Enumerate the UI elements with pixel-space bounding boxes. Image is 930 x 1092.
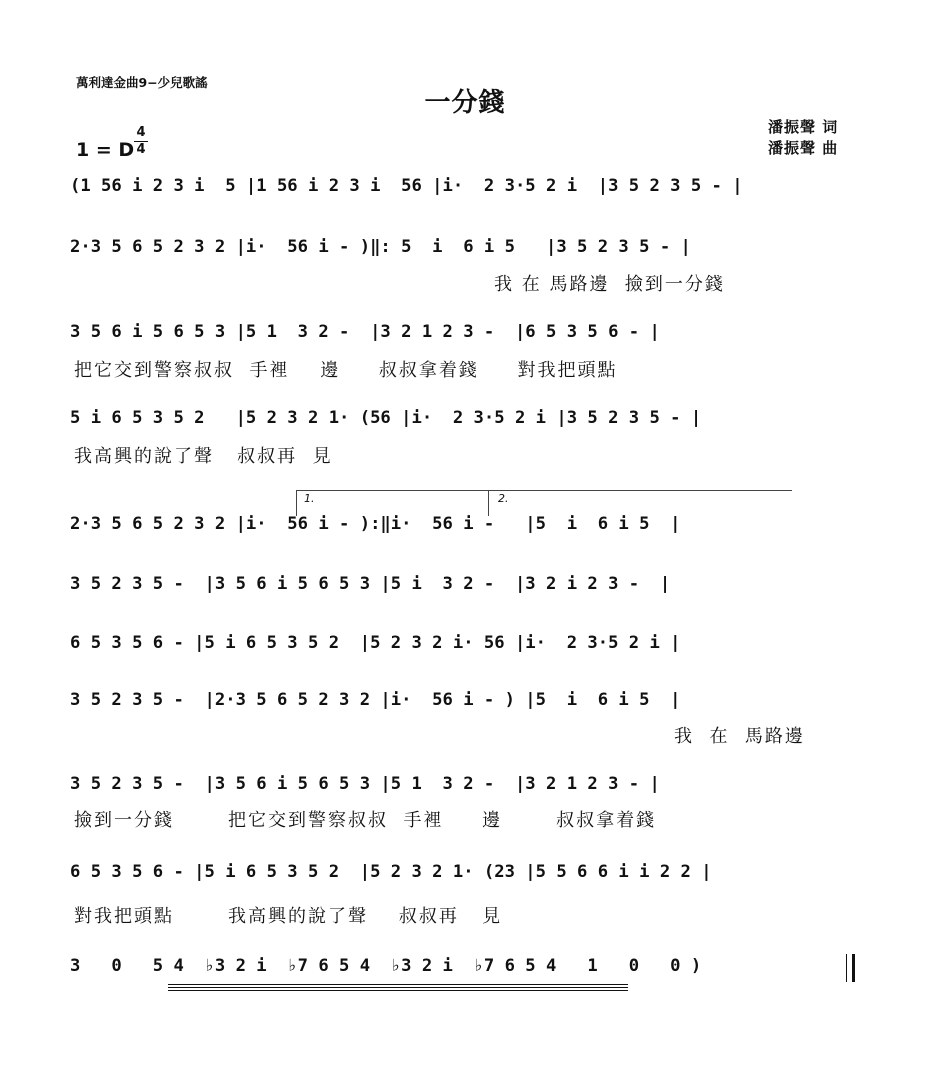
staff-line-2: 2·3 5 6 5 2 3 2 |i· 56 i - )‖: 5 i 6 i 5 |3 5 2 3 5 - |: [70, 237, 691, 257]
staff-line-10: 6 5 3 5 6 - |5 i 6 5 3 5 2 |5 2 3 2 1· (23 |5 5 6 6 i i 2 2 |: [70, 862, 712, 882]
time-signature-top: 4: [136, 125, 146, 140]
lyric-line-4: 我高興的說了聲 叔叔再 見: [74, 446, 333, 467]
staff-line-8: 3 5 2 3 5 - |2·3 5 6 5 2 3 2 |i· 56 i - ) |5 i 6 i 5 |: [70, 690, 681, 710]
lyric-line-8: 我 在 馬路邊: [674, 726, 805, 747]
staff-line-7: 6 5 3 5 6 - |5 i 6 5 3 5 2 |5 2 3 2 i· 56 |i· 2 3·5 2 i |: [70, 633, 681, 653]
volta-bracket-split: [488, 490, 489, 516]
composer-credit: 潘振聲 曲: [768, 139, 839, 157]
time-signature: [131, 126, 151, 157]
coda-beam-2: [168, 987, 628, 988]
lyric-line-10: 對我把頭點 我高興的說了聲 叔叔再 見: [74, 906, 503, 927]
final-barline-thin: [846, 954, 847, 982]
time-signature-bottom: 4: [136, 142, 146, 157]
staff-line-3: 3 5 6 i 5 6 5 3 |5 1 3 2 - |3 2 1 2 3 - |6 5 3 5 6 - |: [70, 322, 660, 342]
staff-line-5: 2·3 5 6 5 2 3 2 |i· 56 i - ):‖i· 56 i - |5 i 6 i 5 |: [70, 514, 681, 534]
staff-line-6: 3 5 2 3 5 - |3 5 6 i 5 6 5 3 |5 i 3 2 - |3 2 i 2 3 - |: [70, 574, 671, 594]
final-barline-thick: [852, 954, 855, 982]
staff-line-4: 5 i 6 5 3 5 2 |5 2 3 2 1· (56 |i· 2 3·5 2 i |3 5 2 3 5 - |: [70, 408, 702, 428]
volta-bracket-start: [296, 490, 297, 516]
staff-line-9: 3 5 2 3 5 - |3 5 6 i 5 6 5 3 |5 1 3 2 - |3 2 1 2 3 - |: [70, 774, 660, 794]
lyricist-credit: 潘振聲 词: [768, 118, 839, 136]
first-ending-label: 1.: [304, 492, 315, 505]
second-ending-label: 2.: [498, 492, 509, 505]
lyric-line-3: 把它交到警察叔叔 手裡 邊 叔叔拿着錢 對我把頭點: [74, 360, 618, 381]
lyric-line-9: 撿到一分錢 把它交到警察叔叔 手裡 邊 叔叔拿着錢: [74, 810, 657, 831]
coda-beam-3: [168, 990, 628, 991]
staff-line-1: (1 56 i 2 3 i 5 |1 56 i 2 3 i 56 |i· 2 3·5 2 i |3 5 2 3 5 - |: [70, 176, 743, 196]
volta-bracket: [296, 490, 792, 491]
coda-beam-1: [168, 984, 628, 985]
key-signature: 1 = D: [76, 139, 135, 161]
lyric-line-2: 我 在 馬路邊 撿到一分錢: [494, 274, 725, 295]
series-label: 萬利達金曲9−少兒歌謠: [76, 75, 208, 90]
staff-line-11: 3 0 5 4 ♭3 2 i ♭7 6 5 4 ♭3 2 i ♭7 6 5 4 1 0 0 ): [70, 956, 702, 976]
song-title: 一分錢: [424, 88, 506, 118]
